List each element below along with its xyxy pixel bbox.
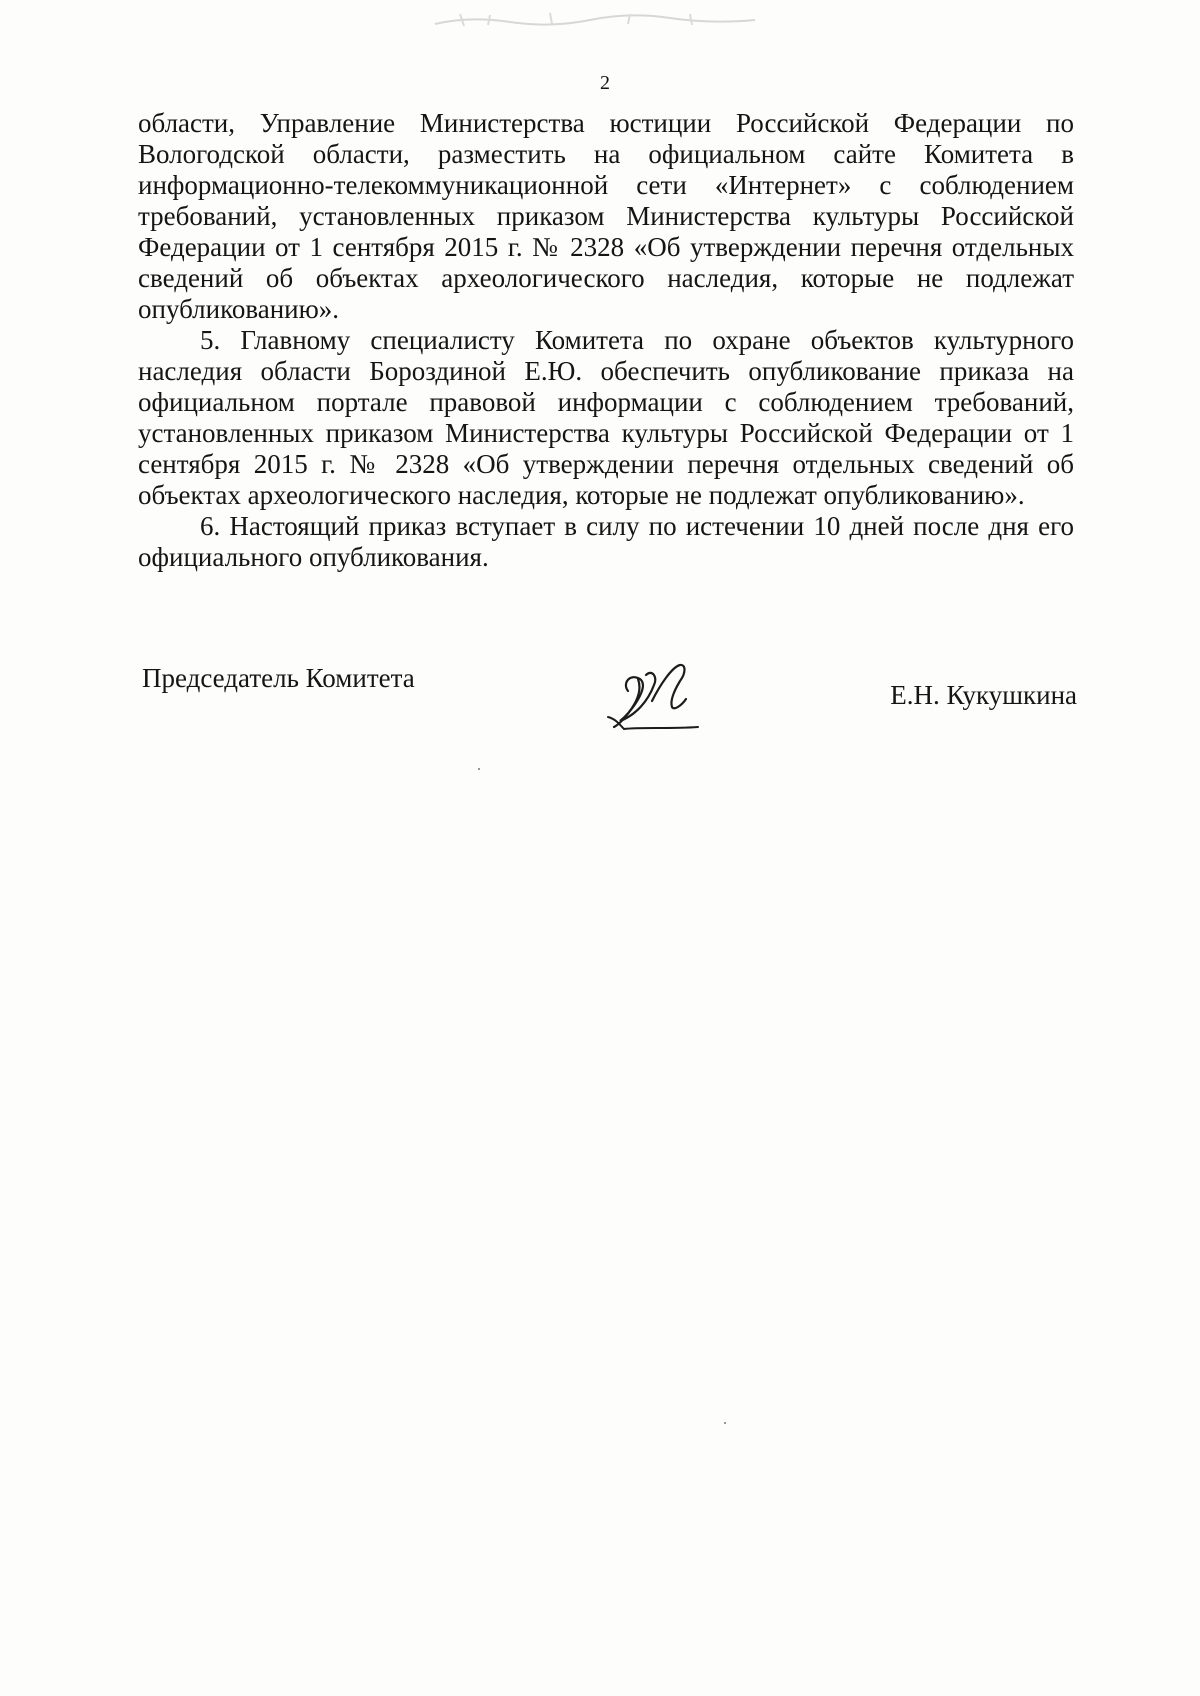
scan-speck [478, 768, 480, 770]
handwritten-signature [600, 655, 710, 737]
paragraph-continuation: области, Управление Министерства юстиции Российской Федерации по Вологодской области, разместить на официальном сайте Комитета в информационно-телекоммуникационной сети «Интернет» с соблюдением требований, установленных приказом Министерства культуры Российской Федерации от 1 сентября 2015 г. № 2328 «Об утверждении перечня отдельных сведений об объектах археологического наследия, которые не подлежат опубликованию». [138, 108, 1074, 324]
paragraph-item-5: 5. Главному специалисту Комитета по охране объектов культурного наследия области Бороздиной Е.Ю. обеспечить опубликование приказа на официальном портале правовой информации с соблюдением требований, установленных приказом Министерства культуры Российской Федерации от 1 сентября 2015 г. № 2328 «Об утверждении перечня отдельных сведений об объектах археологического наследия, которые не подлежат опубликованию». [138, 325, 1074, 510]
document-body [138, 108, 1074, 573]
signer-name: Е.Н. Кукушкина [890, 680, 1077, 710]
scan-speck [724, 1422, 726, 1424]
scan-artifact-mark [430, 8, 760, 30]
signature-block [142, 655, 1077, 745]
page-number: 2 [600, 72, 610, 94]
paragraph-item-6: 6. Настоящий приказ вступает в силу по истечении 10 дней после дня его официального опубликования. [138, 511, 1074, 572]
signer-position: Председатель Комитета [142, 663, 415, 693]
